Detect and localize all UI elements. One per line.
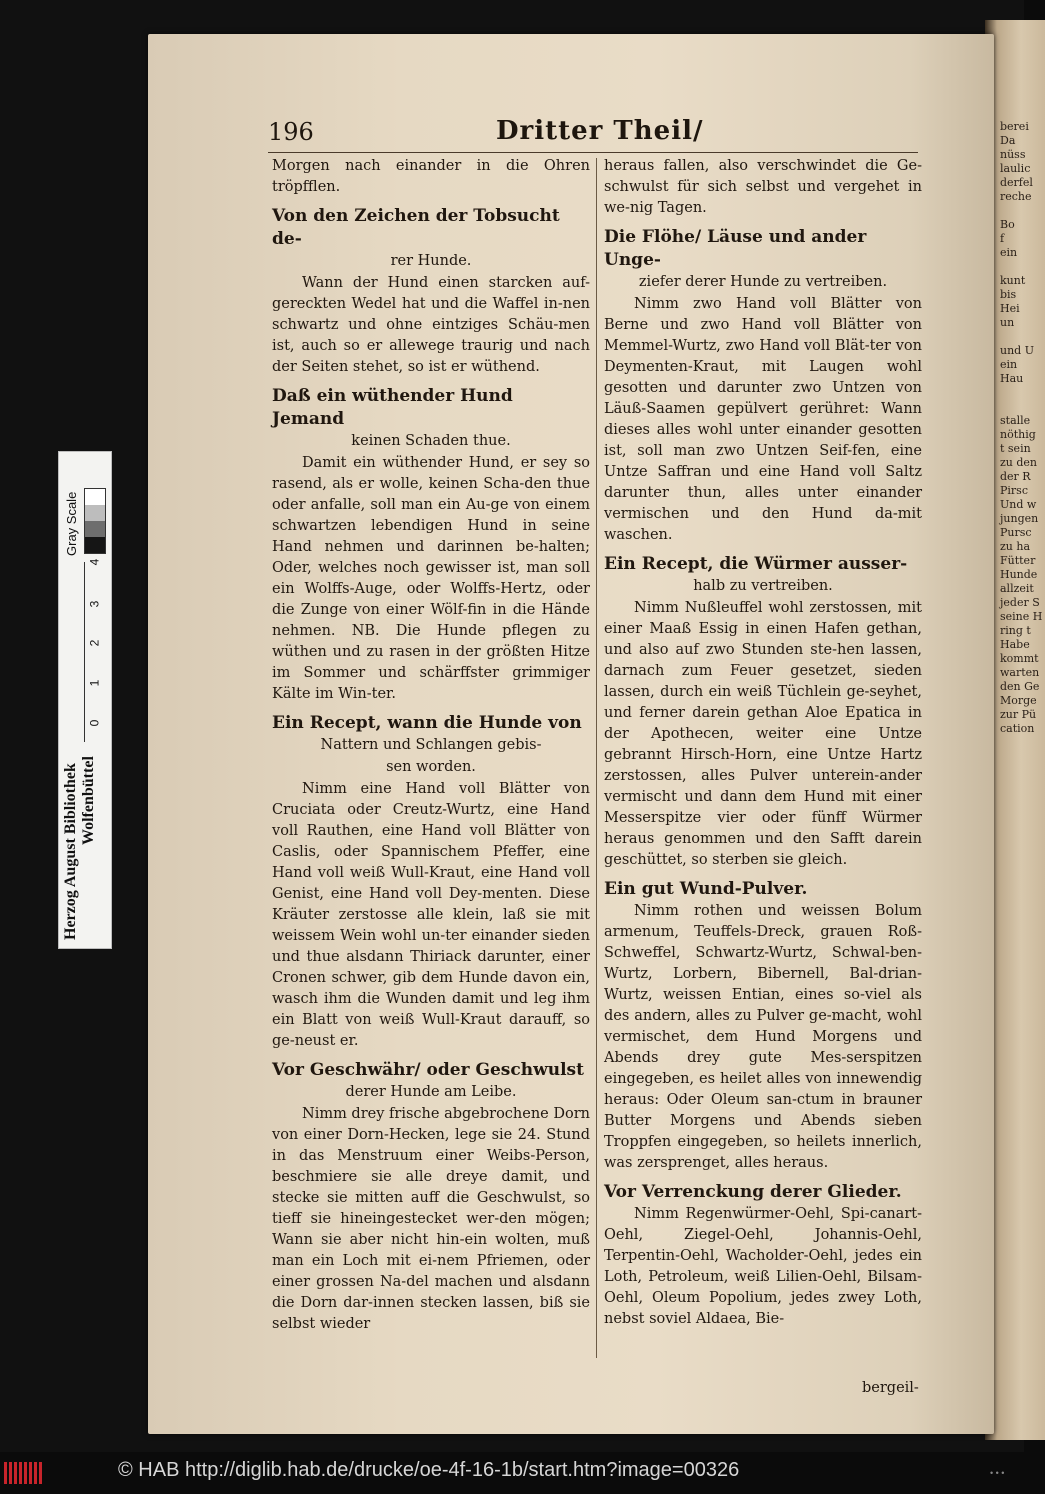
hab-logo-icon	[4, 1462, 50, 1486]
section-heading: Vor Verrenckung derer Glieder.	[604, 1182, 902, 1202]
running-head: Dritter Theil/	[496, 116, 704, 146]
section-subheading: derer Hunde am Leibe.	[345, 1084, 517, 1100]
section-subheading: keinen Schaden thue.	[351, 433, 511, 449]
section-subheading: Nattern und Schlangen gebis-	[320, 737, 542, 753]
section-heading: Die Flöhe/ Läuse und ander Unge-	[604, 227, 867, 270]
paragraph: Nimm zwo Hand voll Blätter von Berne und zwo Hand voll Blätter von Memmel-Wurtz, zwo Hand voll Blät-ter von Deymenten-Kraut, mit Laugen wohl gesotten und darunter zwo Untzen von Läuß-Saamen gepülvert gerühret: Wann dieses alles wohl unter einander gesotten ist, soll man zwo Untzen Seif-fen, eine Untze Saffran und eine Hand voll Saltz darunter thun, alles unter einander vermischen und den Hund da-mit waschen.	[604, 296, 922, 543]
ruler-number-0: 0	[87, 719, 102, 727]
section-heading: Ein Recept, die Würmer ausser-	[604, 554, 908, 574]
section-heading: Ein Recept, wann die Hunde von	[272, 713, 582, 733]
ruler-number-3: 3	[87, 600, 102, 608]
adjacent-page-text: berei Da nüss laulic derfel reche Bo f ein kunt bis Hei un und ein Hau stalle nöthig t sein zu der Pirsc Und jungen Pursc zu ha Fütter Hunde allzeit jeder seine ring Habe kommt warten den Morge zur cation	[1000, 120, 1040, 735]
section-subheading: rer Hunde.	[390, 253, 472, 269]
paragraph: Nimm eine Hand voll Blätter von Cruciata oder Creutz-Wurtz, eine Hand voll Rauthen, eine Hand voll Blätter von Caslis, oder Spannischem Pfeffer, eine Hand voll weiß Wull-Kraut, eine Hand voll Genist, eine Hand voll Dey-menten. Diese Kräuter zerstosse alle klein, laß sie mit weissem Wein wohl un-ter einander sieden und thue alsdann Thiriack darunter, einer Cronen schwer, gib dem Hunde davon ein, wasch ihm die Wunden damit und leg ihm ein Blatt von weiß Wull-Kraut darauff, so ge-neust er.	[272, 781, 590, 1049]
paragraph: Damit ein wüthender Hund, er sey so rasend, als er wolle, keinen Scha-den thue oder anfalle, soll man ein Au-ge von einem schwartzen lebendigen Hund in seine Hand nehmen und darinnen be-halten; Oder, welches noch gewisser ist, man soll ein Wolffs-Auge, oder Wolffs-Hertz, oder die Zunge von einer Wölf-fin in die Hände nehmen. NB. Die Hunde pflegen zu wüthen und zu rasen in der größten Hitze im Sommer und schärffster grimmiger Kälte im Win-ter.	[272, 455, 590, 702]
gray-scale-swatches	[84, 488, 106, 554]
left-text-column	[272, 156, 590, 1335]
header-rule	[268, 152, 918, 153]
paragraph: Nimm rothen und weissen Bolum armenum, Teuffels-Dreck, grauen Roß-Schweffel, Schwartz-Wurtz, Schwal-ben-Wurtz, Lorbern, Bibernell, Bal-drian-Wurtz, weissen Entian, eines so-viel als des andern, alles zu Pulver ge-macht, wohl vermischet, dem Hund Morgens und Abends drey gute Mes-serspitzen eingegeben, es heilet alles von innewendig heraus: Oder Oleum san-ctum in brauner Butter Morgens und Abends sieben Troppfen eingegeben, so heilets innerlich, was zersprenget, alles heraus.	[604, 903, 922, 1171]
ruler-library-name: Herzog August Bibliothek	[62, 763, 79, 940]
column-divider	[596, 158, 597, 1358]
ruler-number-1: 1	[87, 679, 102, 687]
paragraph: Nimm drey frische abgebrochene Dorn von einer Dorn-Hecken, lege sie 24. Stund in das Menstruum einer Weibs-Person, beschmiere sie alle dreye damit, und stecke sie mitten auff die Geschwulst, so tieff sie hineingestecket wer-den mögen; Wann sie aber nicht hin-ein wolten, muß man ein Loch mit ei-nem Pfriemen, oder einer grossen Na-del machen und alsdann die Dorn dar-innen stecken lassen, biß sie selbst wieder	[272, 1106, 590, 1332]
ruler-ticks	[84, 562, 105, 742]
ruler-city-name: Wolfenbüttel	[80, 756, 97, 845]
section-heading: Von den Zeichen der Tobsucht de-	[272, 206, 560, 249]
paragraph: Wann der Hund einen starcken auf-gereckten Wedel hat und die Waffel in-nen schwartz und ohne eintziges Schäu-men ist, auch so er allewege traurig und nach der Seiten stehet, so ist er wüthend.	[272, 275, 590, 375]
gray-scale-label: Gray Scale	[64, 491, 79, 556]
catchword: bergeil-	[862, 1380, 919, 1396]
section-heading: Vor Geschwähr/ oder Geschwulst	[272, 1060, 584, 1080]
right-text-column	[604, 156, 922, 1330]
section-subheading: sen worden.	[386, 759, 476, 775]
continued-text: heraus fallen, also verschwindet die Ge-schwulst für sich selbst und vergehet in we-nig Tagen.	[604, 158, 922, 216]
page-number: 196	[268, 118, 314, 146]
ruler-number-2: 2	[87, 639, 102, 647]
footer-copyright-url[interactable]: © HAB http://diglib.hab.de/drucke/oe-4f-16-1b/start.htm?image=00326	[118, 1459, 740, 1481]
section-subheading: ziefer derer Hunde zu vertreiben.	[638, 274, 888, 290]
section-heading: Daß ein wüthender Hund Jemand	[272, 386, 513, 429]
paragraph: Nimm Regenwürmer-Oehl, Spi-canart-Oehl, Ziegel-Oehl, Johannis-Oehl, Terpentin-Oehl, Wacholder-Oehl, jedes ein Loth, Petroleum, weiß Lilien-Oehl, Bilsam-Oehl, Oleum Popolium, jedes zwey Loth, nebst soviel Aldaea, Bie-	[604, 1206, 922, 1327]
section-subheading: halb zu vertreiben.	[693, 578, 833, 594]
section-heading: Ein gut Wund-Pulver.	[604, 879, 808, 899]
continued-text: Morgen nach einander in die Ohren tröpfflen.	[272, 158, 590, 195]
footer-dots: • • •	[990, 1468, 1005, 1478]
ruler-number-4: 4	[87, 558, 102, 566]
paragraph: Nimm Nußleuffel wohl zerstossen, mit einer Maaß Essig in einen Hafen gethan, und also auf zwo Stunden ste-hen lassen, darnach zum Feuer gesetzet, sieden lassen, durch ein weiß Tüchlein ge-seyhet, und ferner darein gethan Aloe Epatica in der Apothecen, weiter eine Untze gebrannt Hirsch-Horn, eine Untze Hartz zerstossen, alles Pulver unterein-ander vermischt und dann dem Hund mit einer Messerspitze vier oder fünff Würmer heraus genommen und den Safft darein geschüttet, so sterben sie gleich.	[604, 600, 922, 868]
